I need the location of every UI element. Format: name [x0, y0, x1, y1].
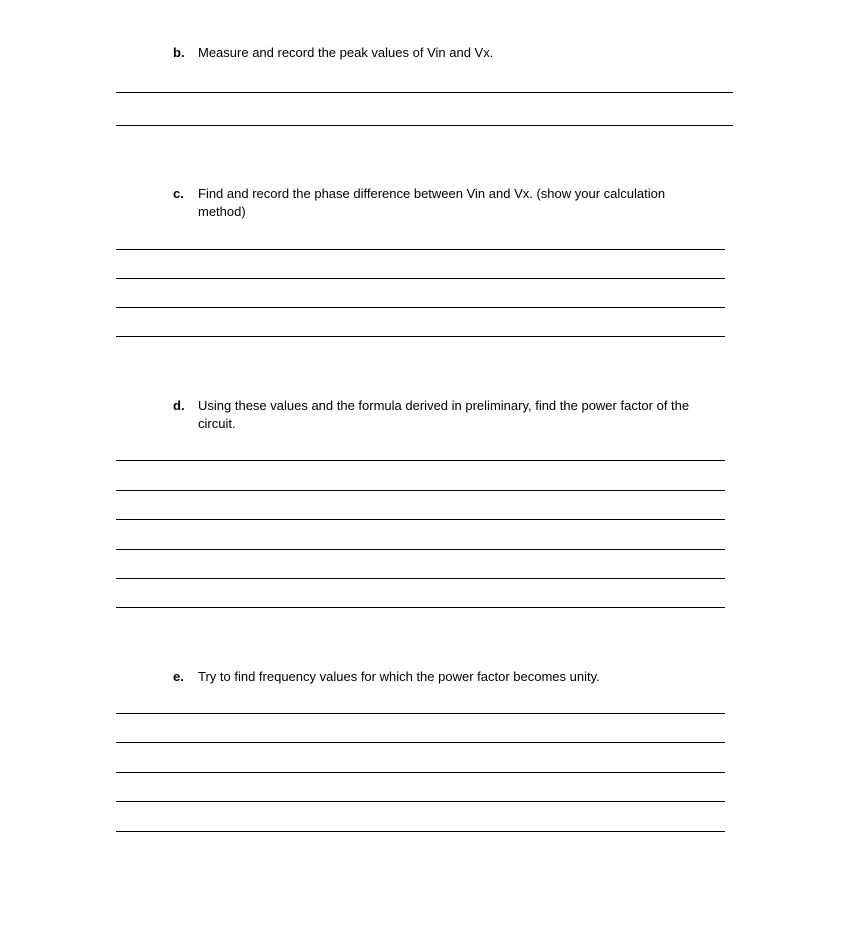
question-b — [173, 44, 733, 62]
question-b-letter: b. — [173, 45, 185, 60]
answer-line-e-5[interactable] — [116, 831, 725, 832]
answer-line-e-2[interactable] — [116, 742, 725, 743]
answer-line-c-4[interactable] — [116, 336, 725, 337]
answer-line-b-1[interactable] — [116, 92, 733, 93]
question-e — [173, 668, 733, 686]
question-e-letter: e. — [173, 669, 184, 684]
question-c — [173, 185, 693, 221]
question-c-letter: c. — [173, 186, 184, 201]
question-b-text: Measure and record the peak values of Vin and Vx. — [198, 45, 494, 60]
question-c-text: Find and record the phase difference between Vin and Vx. (show your calculation method) — [198, 186, 666, 219]
answer-line-e-4[interactable] — [116, 801, 725, 802]
question-d — [173, 397, 728, 433]
answer-line-e-3[interactable] — [116, 772, 725, 773]
answer-line-c-2[interactable] — [116, 278, 725, 279]
answer-line-d-1[interactable] — [116, 460, 725, 461]
question-e-text: Try to find frequency values for which the power factor becomes unity. — [198, 669, 600, 684]
answer-line-d-3[interactable] — [116, 519, 725, 520]
answer-line-d-5[interactable] — [116, 578, 725, 579]
question-d-text: Using these values and the formula derived in preliminary, find the power factor of the circuit. — [198, 398, 690, 431]
answer-line-d-6[interactable] — [116, 607, 725, 608]
answer-line-e-1[interactable] — [116, 713, 725, 714]
question-d-letter: d. — [173, 398, 185, 413]
answer-line-d-2[interactable] — [116, 490, 725, 491]
answer-line-b-2[interactable] — [116, 125, 733, 126]
answer-line-d-4[interactable] — [116, 549, 725, 550]
answer-line-c-3[interactable] — [116, 307, 725, 308]
answer-line-c-1[interactable] — [116, 249, 725, 250]
